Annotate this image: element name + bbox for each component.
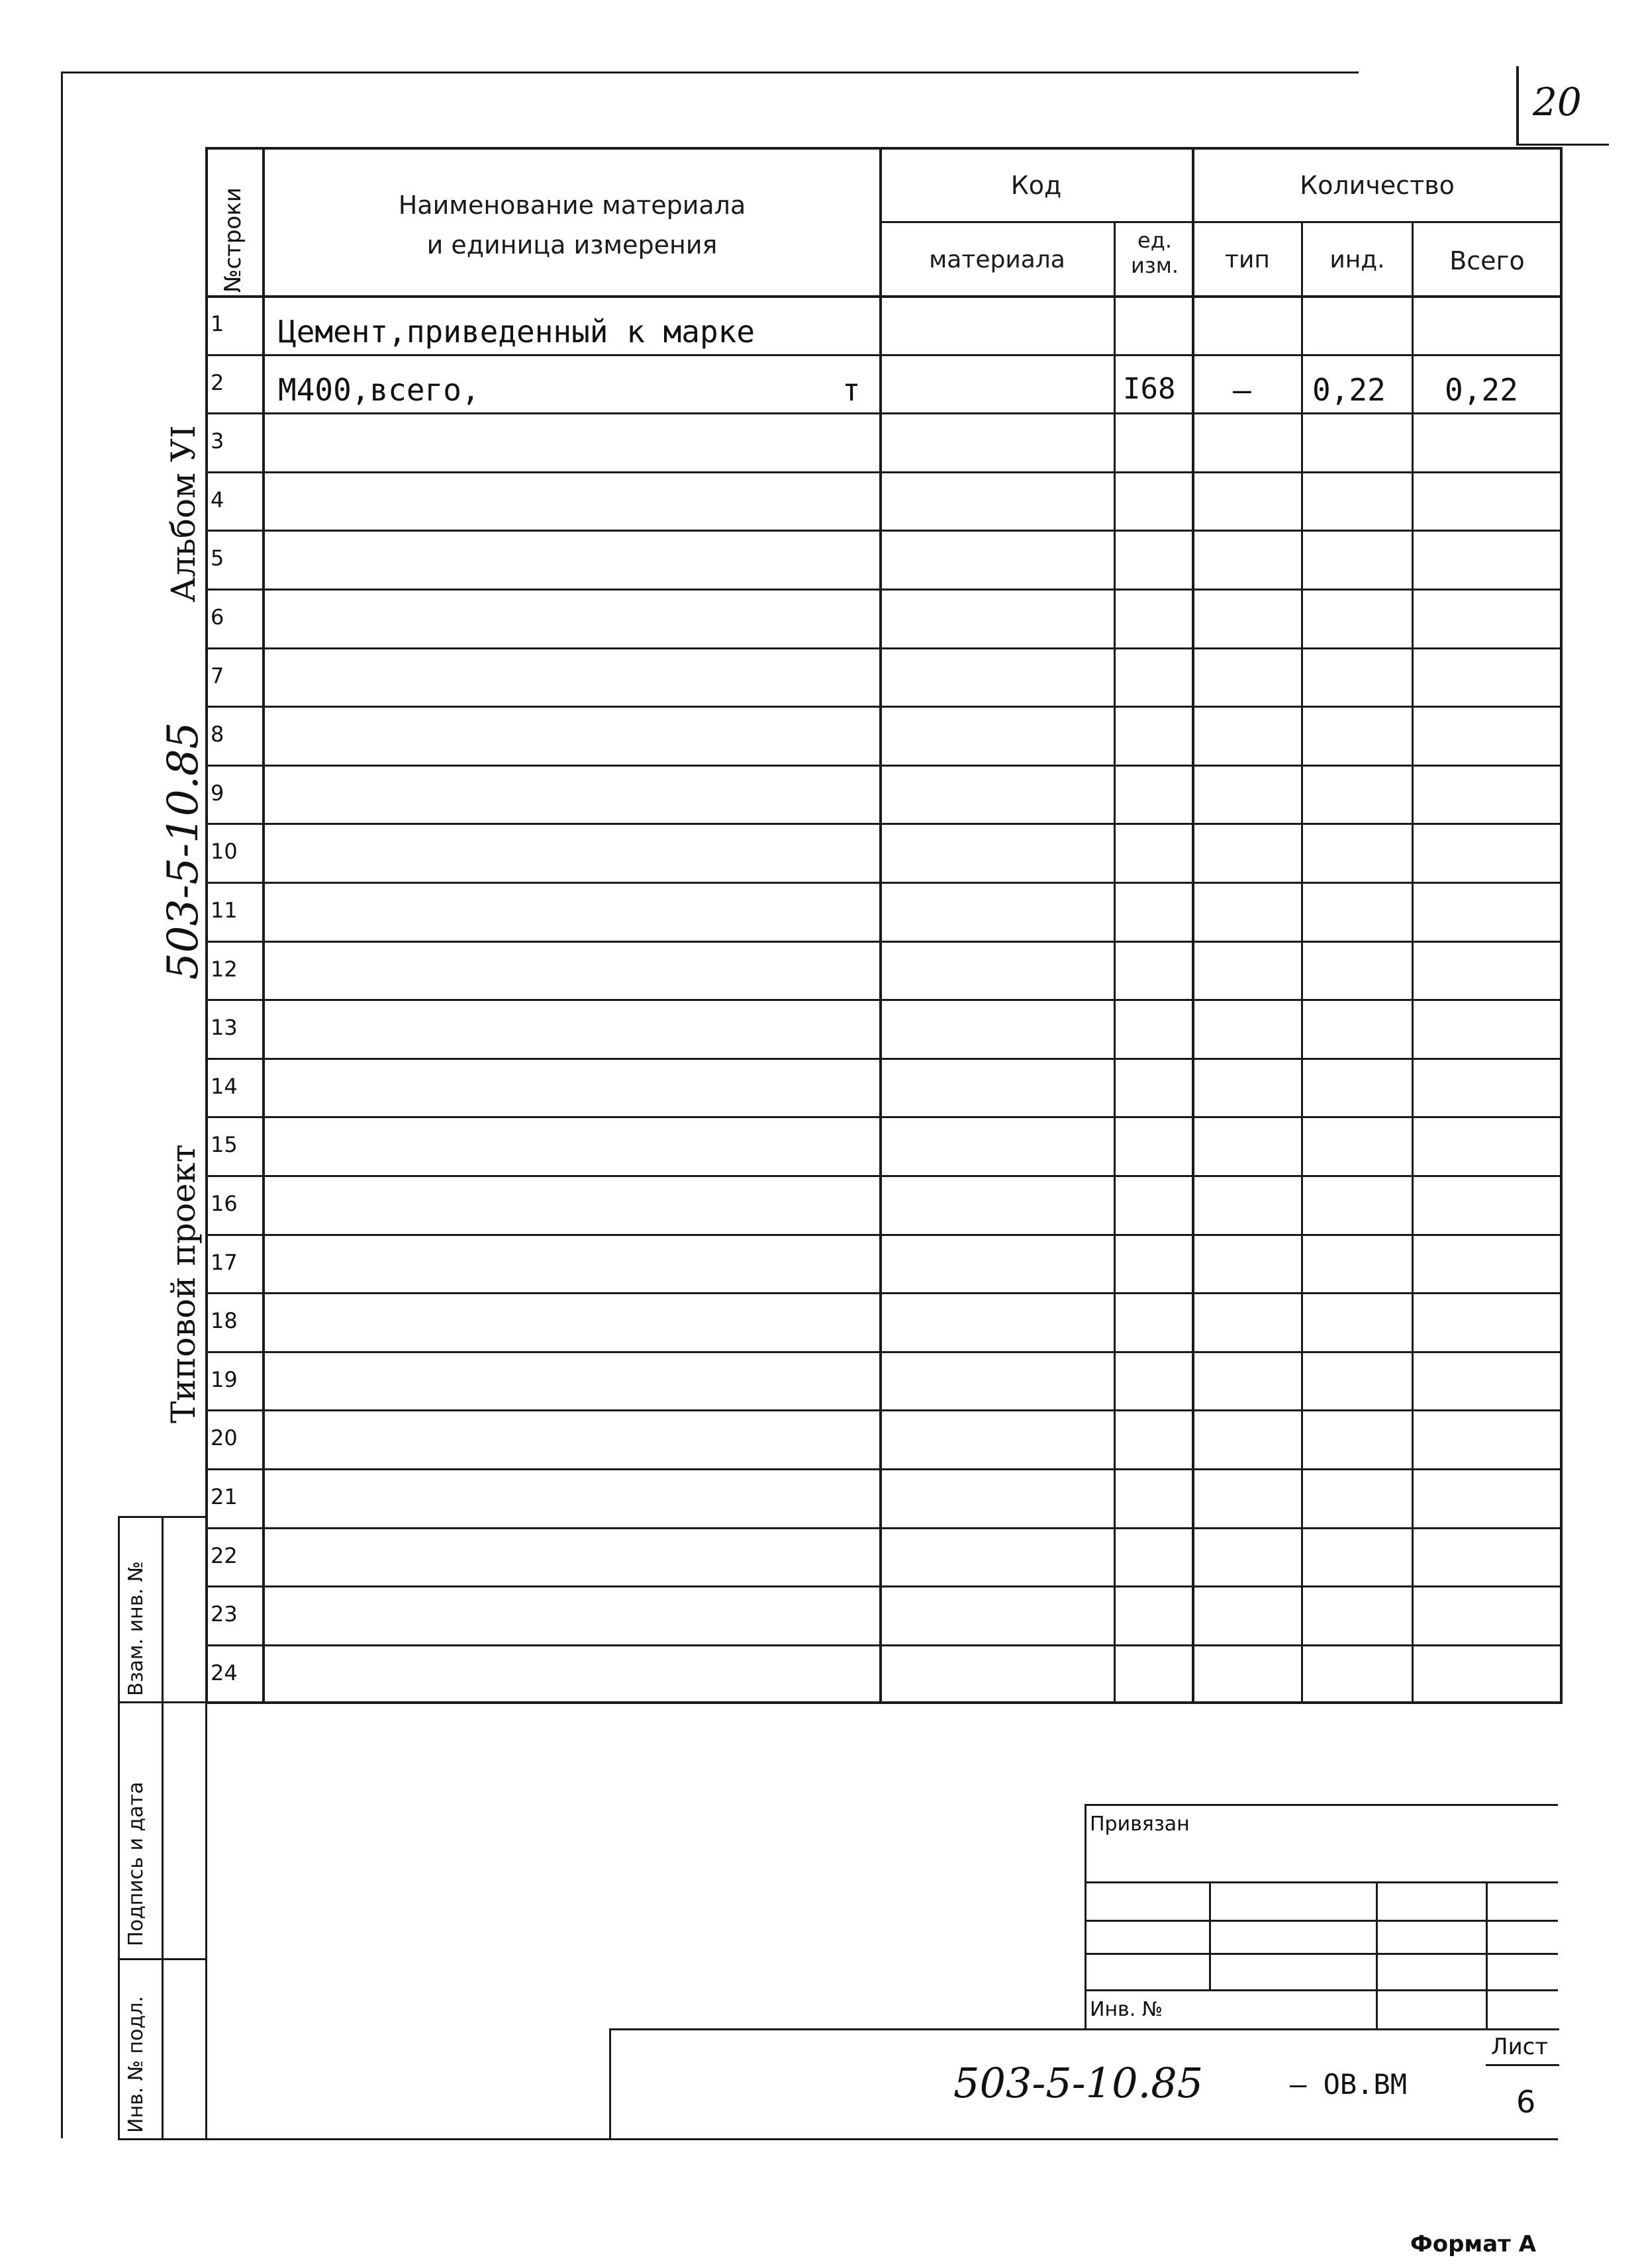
- row-separator: [205, 1409, 1563, 1411]
- row-2-total: 0,22: [1445, 372, 1518, 408]
- row-number: 21: [211, 1484, 238, 1509]
- side-album: Альбом УI: [164, 425, 203, 602]
- row-number: 14: [211, 1074, 238, 1099]
- row-number: 12: [211, 957, 238, 982]
- row-separator: [205, 1116, 1563, 1118]
- row-1-name: Цемент,приведенный к марке: [278, 314, 755, 350]
- row-separator: [205, 706, 1563, 708]
- side-project-type: Типовой проект: [164, 1144, 203, 1423]
- row-number: 8: [211, 722, 224, 747]
- row-separator: [205, 1351, 1563, 1353]
- header-code-material: материала: [929, 246, 1065, 273]
- row-2-unit: т: [842, 372, 861, 408]
- header-quantity: Количество: [1300, 171, 1455, 200]
- row-number: 18: [211, 1308, 238, 1333]
- row-number: 23: [211, 1601, 238, 1627]
- stamp-podpis: Подпись и дата: [124, 1781, 148, 1946]
- row-number: 19: [211, 1367, 238, 1392]
- row-number: 4: [211, 487, 224, 512]
- page-number-underline: [1516, 144, 1609, 146]
- row-separator: [205, 1527, 1563, 1529]
- row-number: 10: [211, 839, 238, 864]
- title-privyazan: Привязан: [1090, 1813, 1190, 1836]
- title-list-value: 6: [1516, 2084, 1536, 2120]
- title-doc-suffix: – ОВ.ВМ: [1290, 2068, 1408, 2101]
- row-separator: [205, 412, 1563, 414]
- row-number: 5: [211, 545, 224, 571]
- row-number: 11: [211, 898, 238, 923]
- format-label: Формат А: [1410, 2231, 1537, 2257]
- page-number-divider: [1516, 66, 1519, 146]
- frame-top: [61, 71, 1359, 73]
- row-number: 20: [211, 1425, 238, 1450]
- row-number: 24: [211, 1660, 238, 1685]
- row-separator: [205, 1468, 1563, 1470]
- row-number: 13: [211, 1015, 238, 1040]
- header-name-line2: и единица измерения: [426, 230, 718, 260]
- header-row-no: №строки: [220, 187, 246, 293]
- row-number: 22: [211, 1543, 238, 1568]
- stamp-vzam: Взам. инв. №: [124, 1561, 148, 1696]
- row-separator: [205, 1058, 1563, 1060]
- row-number: 2: [211, 370, 224, 395]
- row-number: 16: [211, 1191, 238, 1216]
- row-separator: [205, 999, 1563, 1001]
- header-qty-total: Всего: [1449, 246, 1525, 275]
- frame-left: [61, 71, 63, 2138]
- title-list-label: Лист: [1491, 2034, 1549, 2060]
- page-number: 20: [1533, 79, 1582, 124]
- row-separator: [205, 354, 1563, 356]
- row-separator: [205, 1234, 1563, 1236]
- row-separator: [205, 823, 1563, 825]
- row-2-type: –: [1233, 372, 1251, 408]
- row-number: 9: [211, 780, 224, 806]
- row-separator: [205, 647, 1563, 649]
- row-separator: [205, 1292, 1563, 1294]
- header-qty-type: тип: [1225, 246, 1270, 273]
- row-separator: [205, 471, 1563, 473]
- row-2-unit-code: I68: [1123, 372, 1176, 406]
- row-separator: [205, 1585, 1563, 1587]
- row-number: 17: [211, 1250, 238, 1275]
- row-number: 15: [211, 1132, 238, 1157]
- title-inv-no: Инв. №: [1090, 1998, 1163, 2021]
- stamp-inv-podl: Инв. № подл.: [124, 1996, 148, 2133]
- title-doc-code: 503-5-10.85: [953, 2059, 1204, 2107]
- header-name-line1: Наименование материала: [398, 191, 746, 220]
- row-number: 3: [211, 428, 224, 453]
- header-code-unit: ед. изм.: [1130, 228, 1179, 278]
- row-separator: [205, 1644, 1563, 1646]
- row-separator: [205, 530, 1563, 532]
- row-separator: [205, 1175, 1563, 1177]
- row-separator: [205, 765, 1563, 767]
- row-number: 7: [211, 663, 224, 688]
- row-number: 6: [211, 604, 224, 630]
- row-separator: [205, 882, 1563, 884]
- header-qty-ind: инд.: [1329, 246, 1385, 273]
- row-separator: [205, 589, 1563, 591]
- row-2-name: М400,всего,: [278, 372, 480, 408]
- row-number: 1: [211, 311, 224, 336]
- row-separator: [205, 941, 1563, 943]
- row-2-ind: 0,22: [1312, 372, 1386, 408]
- side-project-code: 503-5-10.85: [159, 722, 208, 980]
- header-code: Код: [1010, 171, 1062, 200]
